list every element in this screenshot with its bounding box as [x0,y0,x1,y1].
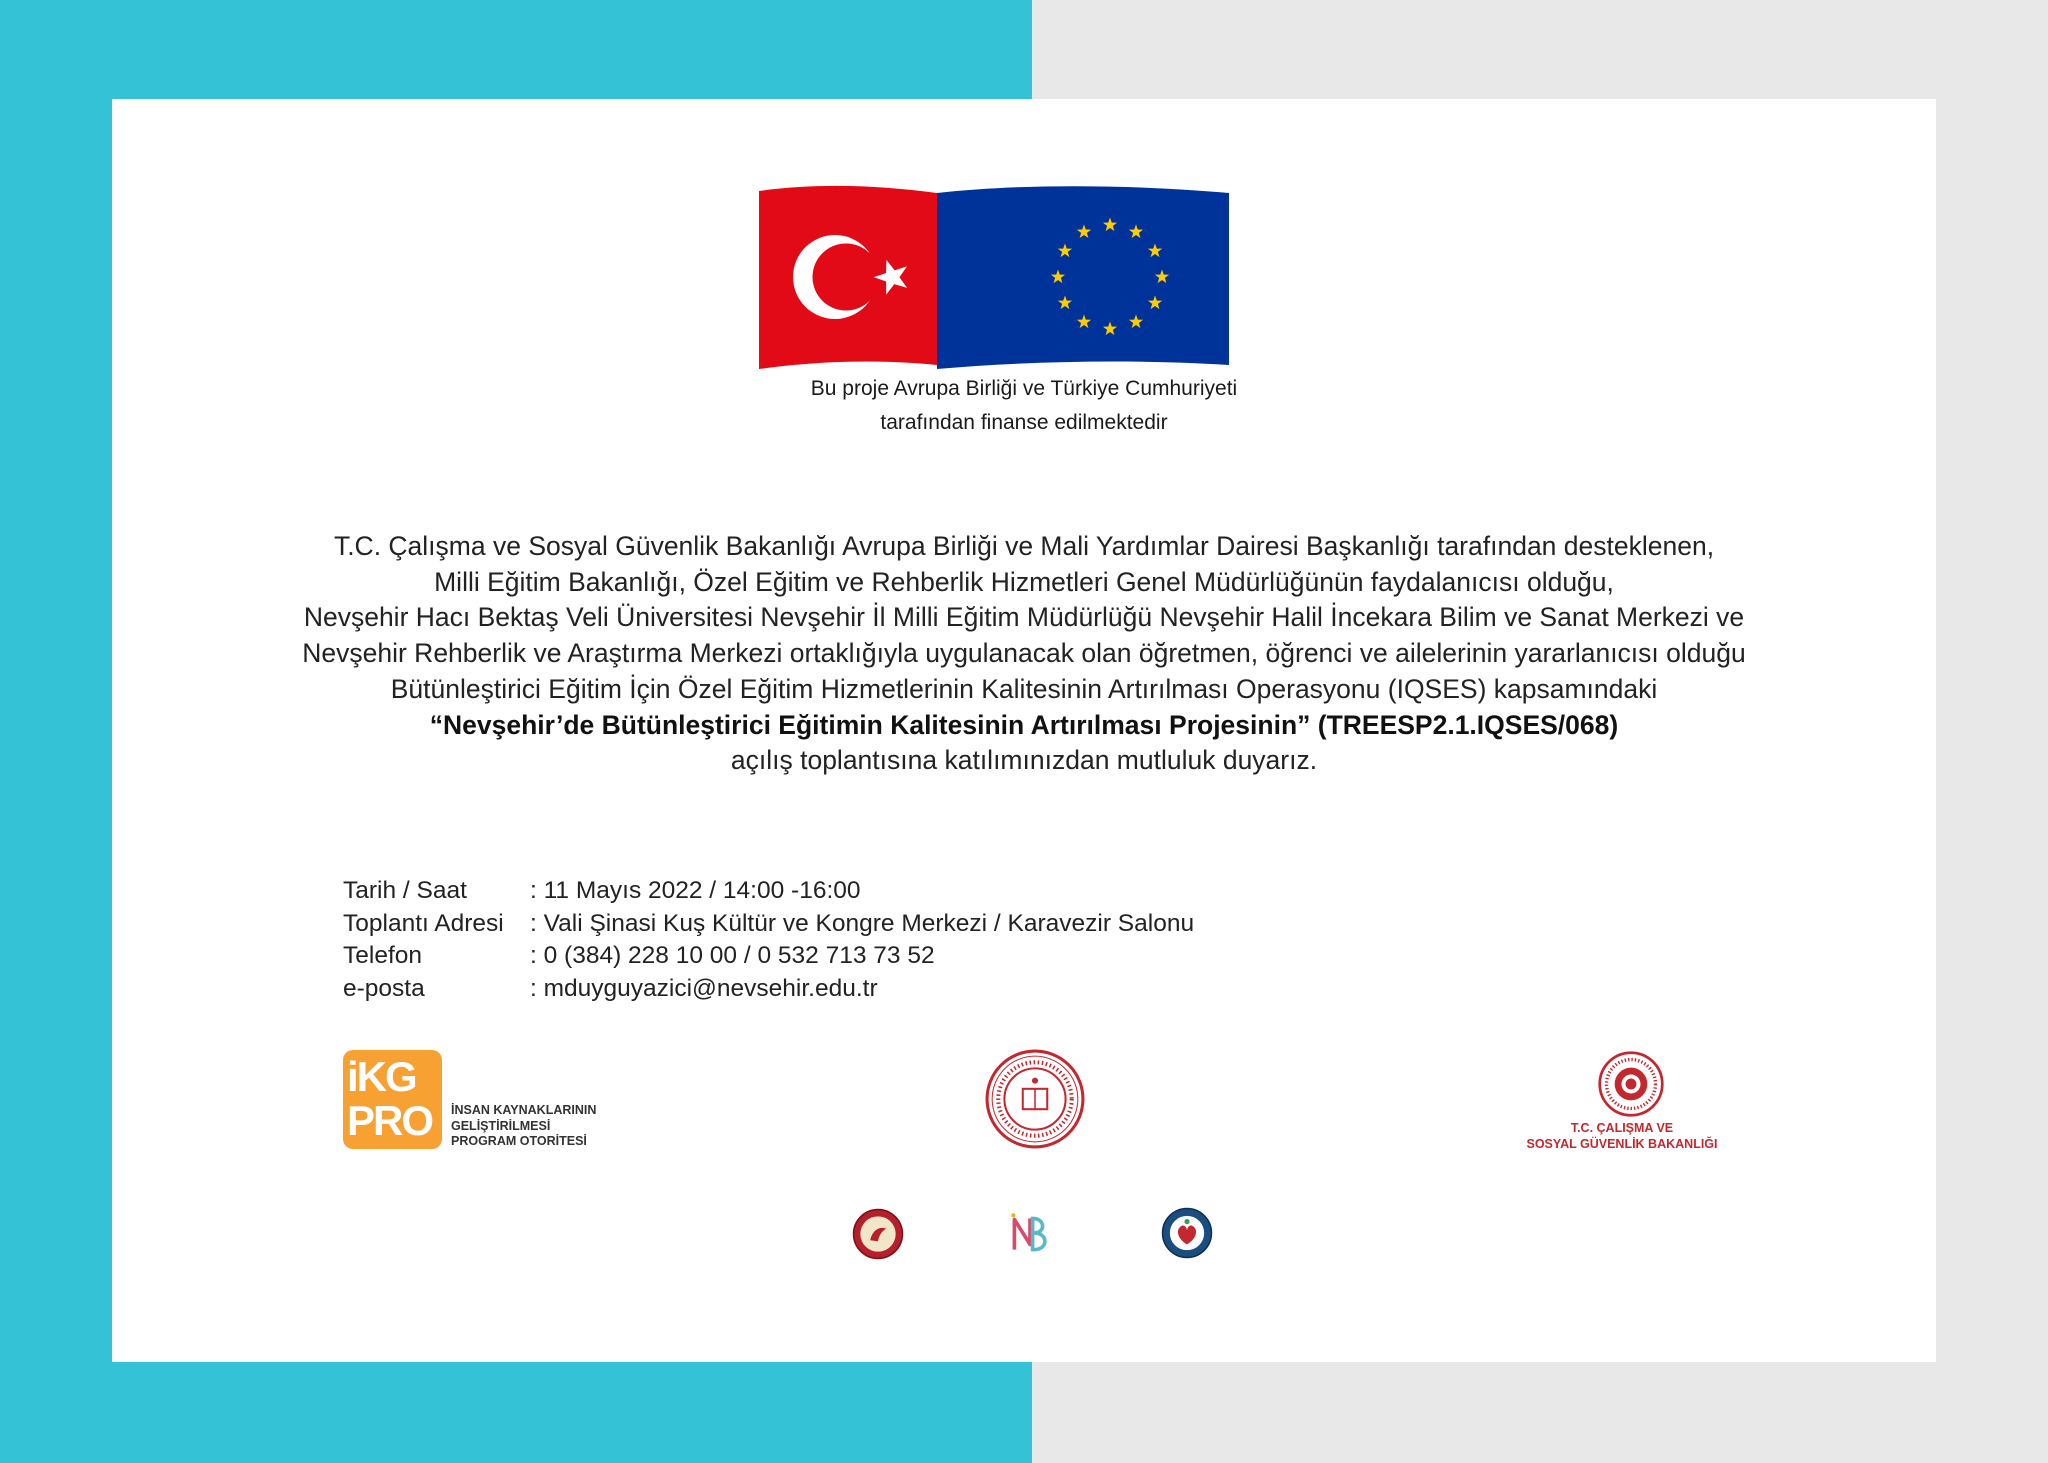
ikg-text-line-1: İNSAN KAYNAKLARININ [451,1103,597,1117]
detail-label: Toplantı Adresi [343,909,504,937]
finance-line-2: tarafından finanse edilmektedir [880,411,1168,434]
invitation-line-2: Milli Eğitim Bakanlığı, Özel Eğitim ve Rehberlik Hizmetleri Genel Müdürlüğünün faydalanıcısı olduğu, [434,566,1614,597]
invitation-line-4: Nevşehir Rehberlik ve Araştırma Merkezi ortaklığıyla uygulanacak olan öğretmen, öğrenci ve ailelerinin yararlanıcısı olduğu [302,638,1746,669]
ikg-mark-bottom: PRO [347,1097,433,1144]
ikg-mark [343,1050,442,1149]
ikg-text-line-3: PROGRAM OTORİTESİ [451,1134,587,1148]
event-details [343,875,1194,1005]
detail-row-date [343,875,1194,908]
meb-seal-icon [984,1048,1086,1150]
invitation-line-1: T.C. Çalışma ve Sosyal Güvenlik Bakanlığı Avrupa Birliği ve Mali Yardımlar Dairesi Başkanlığı tarafından desteklenen, [333,531,1715,561]
ikg-mark-top: iKG [347,1053,416,1100]
turkish-flag-icon [759,186,937,369]
detail-value: : 0 (384) 228 10 00 / 0 532 713 73 52 [530,942,935,969]
csgb-line-2: SOSYAL GÜVENLİK BAKANLIĞI [1526,1136,1718,1151]
csgb-seal-icon [1597,1050,1665,1118]
flags-banner [757,183,1231,373]
bilsem-logo-icon [1004,1207,1056,1261]
project-title: “Nevşehir’de Bütünleştirici Eğitimin Kalitesinin Artırılması Projesinin” (TREESP2.1.IQSES/068) [429,709,1619,740]
university-seal-icon [852,1208,904,1260]
detail-value: : Vali Şinasi Kuş Kültür ve Kongre Merkezi / Karavezir Salonu [530,909,1195,937]
invitation-card [112,99,1936,1362]
invitation-line-5: Bütünleştirici Eğitim İçin Özel Eğitim Hizmetlerinin Kalitesinin Artırılması Operasyonu (IQSES) kapsamındaki [390,673,1658,704]
ikg-text-line-2: GELİŞTİRİLMESİ [451,1118,551,1133]
detail-row-email [343,973,1194,1006]
csgb-line-1: T.C. ÇALIŞMA VE [1570,1121,1674,1135]
detail-row-phone [343,940,1194,973]
invitation-text [172,529,1876,779]
csgb-logo-text [1507,1121,1737,1152]
detail-row-address [343,908,1194,941]
invitation-closing: açılış toplantısına katılımınızdan mutluluk duyarız. [730,745,1318,776]
detail-label: Telefon [343,942,423,969]
detail-value: : mduyguyazici@nevsehir.edu.tr [530,974,878,1002]
ikg-text [451,1103,651,1150]
detail-value: : 11 Mayıs 2022 / 14:00 -16:00 [530,877,861,904]
detail-label: Tarih / Saat [343,877,467,904]
finance-line-1: Bu proje Avrupa Birliği ve Türkiye Cumhuriyeti [810,377,1238,400]
ram-seal-icon [1161,1207,1213,1259]
invitation-line-3: Nevşehir Hacı Bektaş Veli Üniversitesi Nevşehir İl Milli Eğitim Müdürlüğü Nevşehir Halil İncekara Bilim ve Sanat Merkezi ve [303,602,1745,633]
detail-label: e-posta [343,974,425,1002]
eu-flag-icon [937,186,1229,369]
